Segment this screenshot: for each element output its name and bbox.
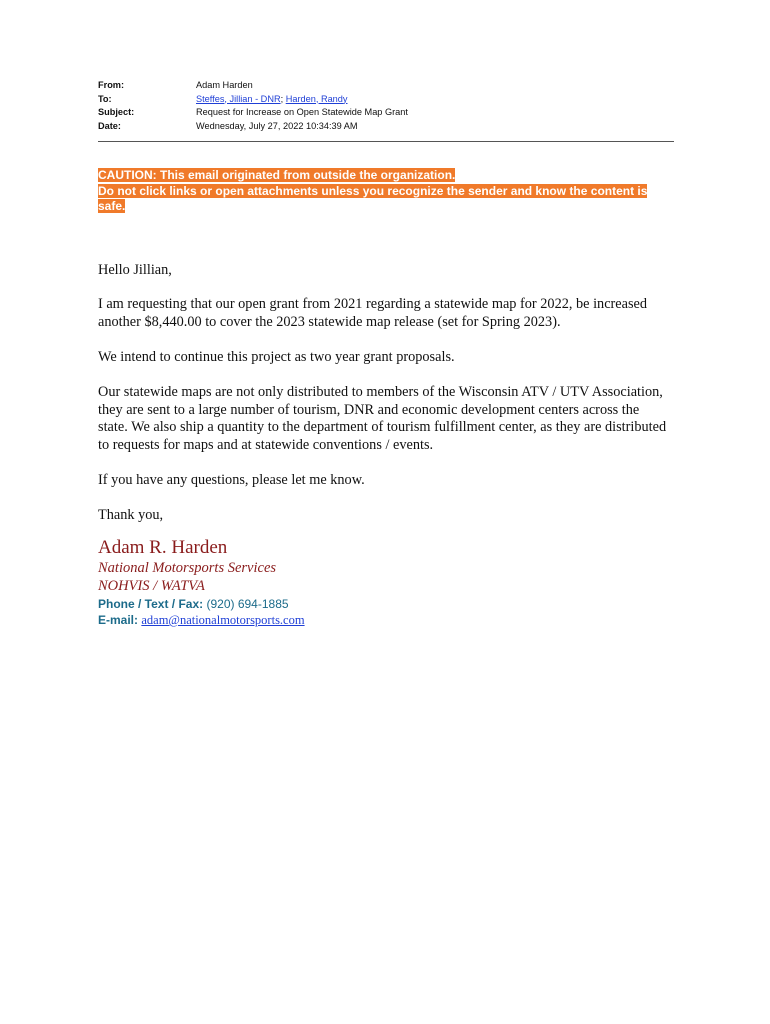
- signature-company: National Motorsports Services: [98, 560, 277, 576]
- date-label: Date:: [98, 120, 121, 131]
- caution-banner: [98, 168, 664, 215]
- from-value: Adam Harden: [196, 80, 253, 90]
- greeting: Hello Jillian,: [98, 262, 172, 278]
- signature-org: NOHVIS / WATVA: [98, 578, 205, 594]
- closing: Thank you,: [98, 507, 164, 523]
- paragraph-questions: If you have any questions, please let me know.: [98, 472, 365, 488]
- paragraph-request: I am requesting that our open grant from 2021 regarding a statewide map for 2022, be increased another $8,440.00 to cover the 2023 statewide map release (set for Spring 2023).: [98, 296, 648, 330]
- date-value: Wednesday, July 27, 2022 10:34:39 AM: [196, 120, 358, 131]
- paragraph-intent: We intend to continue this project as two year grant proposals.: [98, 349, 455, 365]
- to-row: [98, 93, 674, 107]
- to-value: [196, 93, 348, 107]
- phone-value: (920) 694-1885: [206, 597, 289, 611]
- signature-name: Adam R. Harden: [98, 537, 228, 558]
- signature-email: [98, 613, 305, 628]
- from-label: From:: [98, 80, 125, 90]
- caution-line-2: Do not click links or open attachments unless you recognize the sender and know the content is safe.: [98, 183, 648, 213]
- to-recipient-link-2[interactable]: Harden, Randy: [285, 93, 348, 104]
- caution-line-1: CAUTION: This email originated from outside the organization.: [98, 168, 456, 182]
- to-separator: ;: [280, 93, 286, 104]
- subject-value: Request for Increase on Open Statewide Map Grant: [196, 107, 408, 117]
- from-row: [98, 79, 674, 93]
- signature-phone: [98, 597, 289, 611]
- email-header: [98, 79, 674, 133]
- to-label: To:: [98, 93, 112, 104]
- header-divider: [98, 141, 674, 142]
- email-link[interactable]: adam@nationalmotorsports.com: [141, 613, 305, 627]
- date-row: [98, 120, 674, 134]
- email-label: E-mail:: [98, 613, 139, 627]
- to-recipient-link-1[interactable]: Steffes, Jillian - DNR: [196, 93, 281, 104]
- paragraph-distribution: Our statewide maps are not only distributed to members of the Wisconsin ATV / UTV Association, they are sent to a large number of tourism, DNR and economic development centers across the state. We also ship a quantity to the department of tourism fulfillment center, as they are distributed to requests for maps and at statewide conventions / events.: [98, 384, 667, 453]
- subject-row: [98, 106, 674, 120]
- phone-label: Phone / Text / Fax:: [98, 597, 204, 611]
- subject-label: Subject:: [98, 107, 135, 117]
